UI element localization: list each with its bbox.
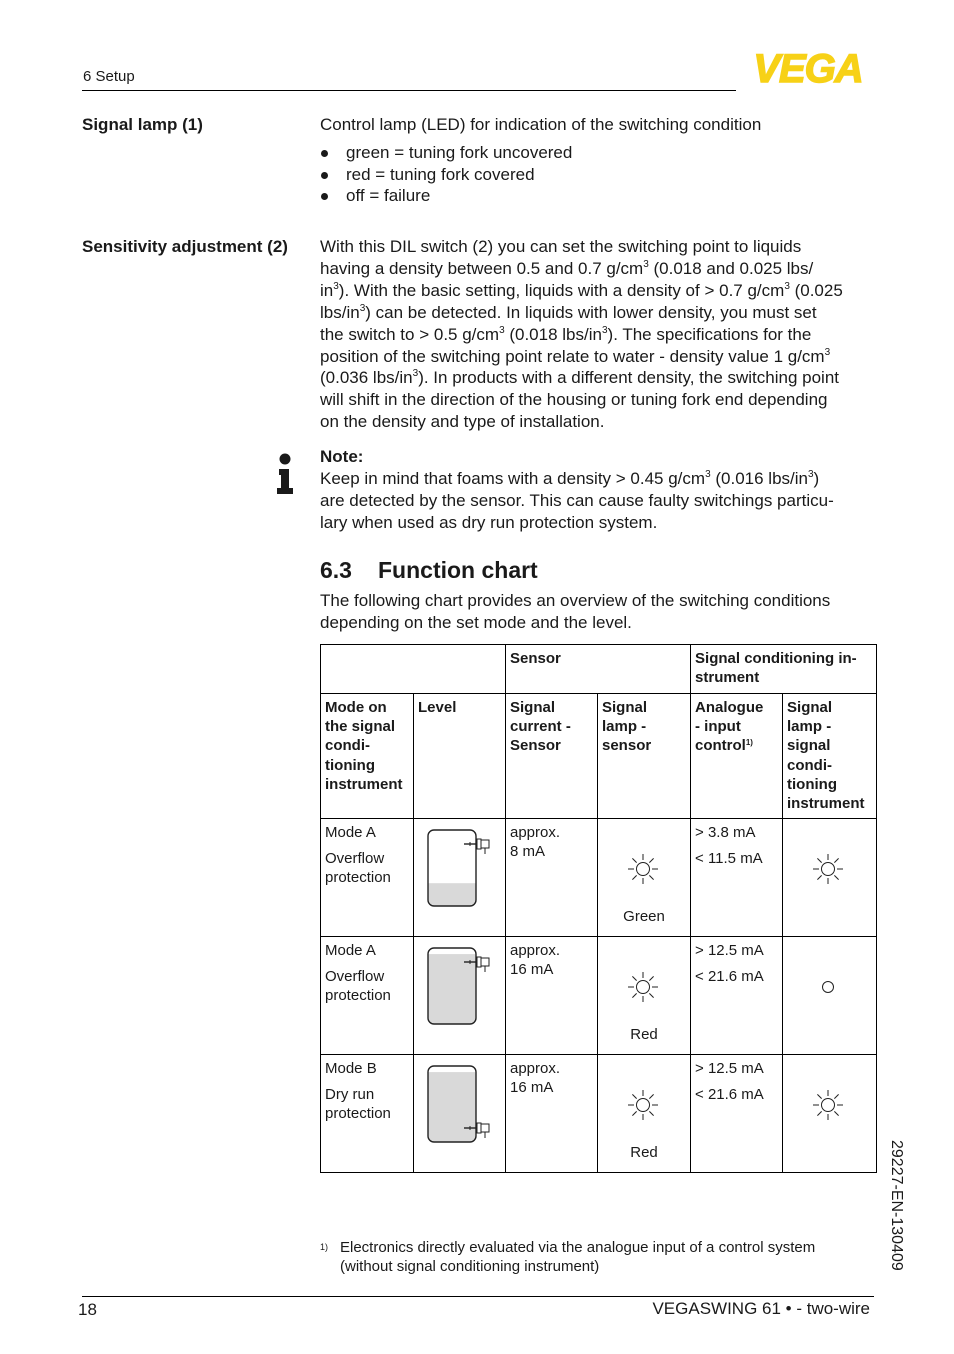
document-number: 29227-EN-130409 (888, 1140, 905, 1271)
text-line: depending on the set mode and the level. (320, 612, 632, 632)
info-icon (276, 453, 296, 495)
mode-cell: Mode B Dry run protection (321, 1055, 414, 1173)
sensor-lamp-cell (598, 937, 691, 1055)
analogue-cell: > 3.8 mA < 11.5 mA (691, 819, 783, 937)
lamp-on-icon (623, 849, 663, 889)
lamp-ray (649, 875, 653, 879)
lamp-off-icon (808, 967, 848, 1007)
text-line: With this DIL switch (2) you can set the switching point to liquids (320, 237, 802, 256)
text-line: lary when used as dry run protection system. (320, 512, 658, 532)
liquid-fill (428, 954, 476, 1024)
lamp-ray (817, 858, 821, 862)
text-line: position of the switching point relate to water - density value 1 $g/cm^3$ (320, 346, 831, 366)
sensor-lamp-cell (598, 819, 691, 937)
lamp-on-icon (623, 967, 663, 1007)
lamp-caption: Red (630, 1143, 658, 1161)
header-analogue-input: Analogue - input control$^{1)}$ (691, 694, 783, 819)
table-column-header-row (321, 694, 877, 819)
header-mode: Mode on the signal condi- tioning instrument (321, 694, 414, 819)
text-line: $in^3$). With the basic setting, liquids with a density of > 0.7 $g/cm^3$ (0.025 (320, 280, 843, 300)
text-line: Keep in mind that foams with a density > 0.45 $g/cm^3$ (0.016 lbs/$in^3$) (320, 468, 820, 488)
header-signal-lamp-sensor: Signal lamp - sensor (598, 694, 691, 819)
text-line: will shift in the direction of the housing or tuning fork end depending (320, 390, 828, 410)
sensitivity-paragraph (320, 236, 880, 433)
text-line: having a density between 0.5 and 0.7 $g/cm^3$ (0.018 and 0.025 lbs/ (320, 258, 814, 278)
mode-cell: Mode A Overflow protection (321, 937, 414, 1055)
svg-text:VEGA: VEGA (753, 50, 863, 86)
sensitivity-label: Sensitivity adjustment (2) (82, 237, 288, 256)
sci-lamp-cell (783, 819, 877, 937)
header-signal-current: Signal current - Sensor (506, 694, 598, 819)
lamp-caption: Green (623, 907, 665, 925)
section-number: 6.3 (320, 557, 352, 583)
lamp-ray (632, 858, 636, 862)
section-intro (320, 590, 880, 634)
signal-lamp-intro: Control lamp (LED) for indication of the switching condition (320, 115, 762, 134)
sci-lamp-cell (783, 1055, 877, 1173)
text-line: (0.036 lbs/$in^3$). In products with a different density, the switching point (320, 368, 840, 388)
lamp-ray (834, 858, 838, 862)
lamp-ray (817, 875, 821, 879)
page-number: 18 (78, 1300, 97, 1319)
lamp-ray (649, 1111, 653, 1115)
level-cell (414, 1055, 506, 1173)
table-row (321, 937, 877, 1055)
level-cell (414, 819, 506, 937)
note-title: Note: (320, 447, 364, 466)
note-block (320, 446, 880, 534)
header-rule (82, 90, 736, 91)
lamp-on-icon (808, 849, 848, 889)
footer-rule (82, 1296, 874, 1297)
footnote-text: Electronics directly evaluated via the analogue input of a control system (without signal conditioning instrument) (340, 1239, 816, 1275)
empty-header-cell (321, 645, 506, 694)
list-item: red = tuning fork covered (320, 164, 572, 186)
list-item: off = failure (320, 185, 572, 207)
table-group-header-row (321, 645, 877, 694)
section-title: Function chart (378, 557, 538, 583)
footnote (320, 1238, 860, 1276)
lamp-ray (649, 976, 653, 980)
signal-current-cell: approx. 16 mA (506, 1055, 598, 1173)
lamp-ray (834, 875, 838, 879)
table-row (321, 1055, 877, 1173)
mode-cell: Mode A Overflow protection (321, 819, 414, 937)
liquid-fill (428, 883, 476, 906)
sci-lamp-cell (783, 937, 877, 1055)
liquid-fill (428, 1072, 476, 1142)
lamp-ray (632, 1111, 636, 1115)
function-chart-table (320, 644, 877, 1173)
text-line: The following chart provides an overview of the switching conditions (320, 591, 831, 610)
lamp-ray (649, 993, 653, 997)
lamp-ray (632, 993, 636, 997)
lamp-caption: Red (630, 1025, 658, 1043)
signal-lamp-label: Signal lamp (1) (82, 115, 203, 134)
lamp-ray (817, 1111, 821, 1115)
vega-logo (742, 50, 874, 86)
lamp-ray (632, 875, 636, 879)
signal-current-cell: approx. 8 mA (506, 819, 598, 937)
footnote-mark: 1) (320, 1242, 329, 1252)
header-sensor: Sensor (506, 645, 691, 694)
text-line: the switch to > 0.5 $g/cm^3$ (0.018 lbs/$in^3$). The specifications for the (320, 324, 812, 344)
lamp-ray (817, 1094, 821, 1098)
lamp-ray (834, 1111, 838, 1115)
text-line: are detected by the sensor. This can cause faulty switchings particu- (320, 490, 834, 510)
lamp-ray (632, 976, 636, 980)
tank-diagram (423, 1062, 497, 1146)
tank-diagram (423, 826, 497, 910)
text-line: on the density and type of installation. (320, 412, 605, 432)
level-cell (414, 937, 506, 1055)
lamp-ray (834, 1094, 838, 1098)
text-line: lbs/$in^3$) can be detected. In liquids with lower density, you must set (320, 302, 817, 322)
header-level: Level (414, 694, 506, 819)
lamp-on-icon (808, 1085, 848, 1125)
lamp-ray (632, 1094, 636, 1098)
section-heading (320, 557, 538, 584)
analogue-cell: > 12.5 mA < 21.6 mA (691, 1055, 783, 1173)
lamp-ray (649, 1094, 653, 1098)
list-item: green = tuning fork uncovered (320, 142, 572, 164)
product-name: VEGASWING 61 • - two-wire (652, 1299, 870, 1318)
header-signal-lamp-sci: Signal lamp - signal condi- tioning instrument (783, 694, 877, 819)
tank-diagram (423, 944, 497, 1028)
lamp-ray (649, 858, 653, 862)
analogue-cell: > 12.5 mA < 21.6 mA (691, 937, 783, 1055)
signal-current-cell: approx. 16 mA (506, 937, 598, 1055)
running-header: 6 Setup (83, 68, 135, 85)
lamp-on-icon (623, 1085, 663, 1125)
signal-lamp-list (320, 142, 572, 207)
header-signal-conditioning: Signal conditioning in- strument (691, 645, 877, 694)
table-row (321, 819, 877, 937)
sensor-lamp-cell (598, 1055, 691, 1173)
